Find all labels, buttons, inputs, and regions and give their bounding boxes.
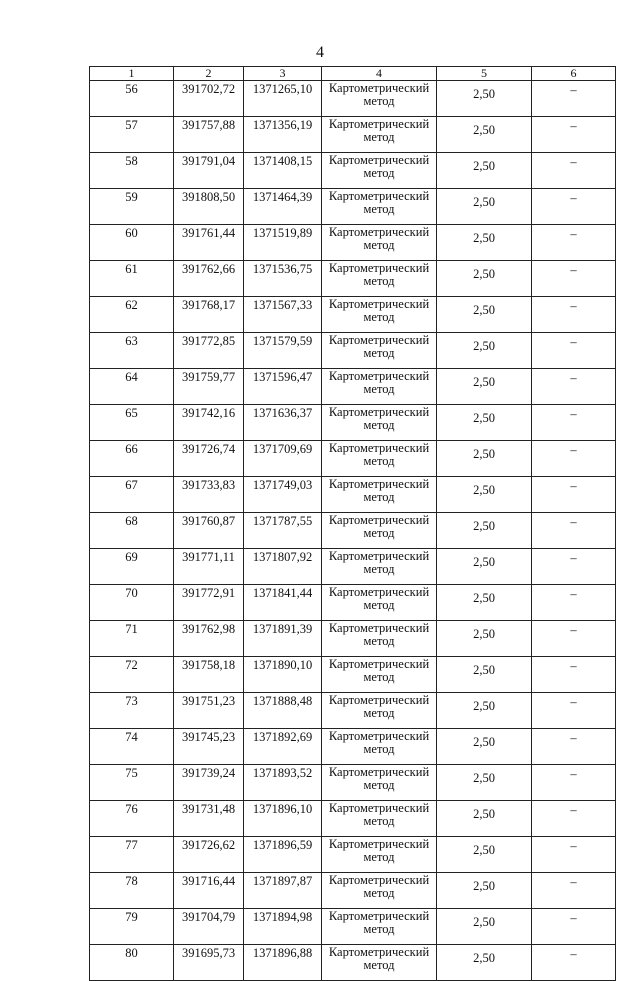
x-coordinate-cell: 391704,79 <box>174 909 244 945</box>
method-cell <box>322 693 437 729</box>
table-row <box>90 945 616 981</box>
note-cell: – <box>532 765 616 801</box>
accuracy-cell: 2,50 <box>437 657 532 693</box>
note-cell: – <box>532 225 616 261</box>
method-line-1: Картометрический <box>328 945 430 959</box>
x-coordinate-cell: 391742,16 <box>174 405 244 441</box>
page-number: 4 <box>316 44 324 61</box>
table-row <box>90 765 616 801</box>
point-number-cell: 78 <box>90 873 174 909</box>
method-line-1: Картометрический <box>328 405 430 419</box>
method-line-2: метод <box>363 130 395 144</box>
x-coordinate-cell: 391771,11 <box>174 549 244 585</box>
method-cell <box>322 261 437 297</box>
accuracy-cell: 2,50 <box>437 189 532 225</box>
note-cell: – <box>532 873 616 909</box>
y-coordinate-cell: 1371896,88 <box>244 945 322 981</box>
x-coordinate-cell: 391751,23 <box>174 693 244 729</box>
x-coordinate-cell: 391733,83 <box>174 477 244 513</box>
x-coordinate-cell: 391726,62 <box>174 837 244 873</box>
x-coordinate-cell: 391702,72 <box>174 81 244 117</box>
method-line-1: Картометрический <box>328 549 430 563</box>
method-line-2: метод <box>363 886 395 900</box>
method-line-1: Картометрический <box>328 333 430 347</box>
accuracy-cell: 2,50 <box>437 549 532 585</box>
note-cell: – <box>532 801 616 837</box>
x-coordinate-cell: 391791,04 <box>174 153 244 189</box>
header-cell: 6 <box>532 67 616 81</box>
x-coordinate-cell: 391739,24 <box>174 765 244 801</box>
point-number-cell: 75 <box>90 765 174 801</box>
method-cell <box>322 549 437 585</box>
point-number-cell: 59 <box>90 189 174 225</box>
y-coordinate-cell: 1371896,10 <box>244 801 322 837</box>
table-row <box>90 585 616 621</box>
x-coordinate-cell: 391757,88 <box>174 117 244 153</box>
point-number-cell: 62 <box>90 297 174 333</box>
table-header-row <box>90 67 616 81</box>
method-line-2: метод <box>363 238 395 252</box>
method-line-2: метод <box>363 670 395 684</box>
y-coordinate-cell: 1371356,19 <box>244 117 322 153</box>
point-number-cell: 61 <box>90 261 174 297</box>
point-number-cell: 66 <box>90 441 174 477</box>
method-cell <box>322 153 437 189</box>
x-coordinate-cell: 391772,91 <box>174 585 244 621</box>
y-coordinate-cell: 1371892,69 <box>244 729 322 765</box>
accuracy-cell: 2,50 <box>437 261 532 297</box>
method-line-1: Картометрический <box>328 225 430 239</box>
y-coordinate-cell: 1371888,48 <box>244 693 322 729</box>
note-cell: – <box>532 477 616 513</box>
method-cell <box>322 909 437 945</box>
method-line-1: Картометрический <box>328 297 430 311</box>
method-cell <box>322 837 437 873</box>
table-row <box>90 261 616 297</box>
method-cell <box>322 729 437 765</box>
accuracy-cell: 2,50 <box>437 81 532 117</box>
method-line-1: Картометрический <box>328 261 430 275</box>
method-cell <box>322 81 437 117</box>
method-cell <box>322 621 437 657</box>
method-cell <box>322 369 437 405</box>
accuracy-cell: 2,50 <box>437 117 532 153</box>
table-row <box>90 81 616 117</box>
note-cell: – <box>532 189 616 225</box>
method-cell <box>322 765 437 801</box>
accuracy-cell: 2,50 <box>437 369 532 405</box>
header-cell: 1 <box>90 67 174 81</box>
method-line-2: метод <box>363 742 395 756</box>
accuracy-cell: 2,50 <box>437 405 532 441</box>
accuracy-cell: 2,50 <box>437 621 532 657</box>
accuracy-cell: 2,50 <box>437 693 532 729</box>
method-line-1: Картометрический <box>328 189 430 203</box>
accuracy-cell: 2,50 <box>437 837 532 873</box>
header-cell: 2 <box>174 67 244 81</box>
accuracy-cell: 2,50 <box>437 153 532 189</box>
table-row <box>90 801 616 837</box>
point-number-cell: 76 <box>90 801 174 837</box>
table-row <box>90 117 616 153</box>
header-cell: 4 <box>322 67 437 81</box>
y-coordinate-cell: 1371596,47 <box>244 369 322 405</box>
x-coordinate-cell: 391726,74 <box>174 441 244 477</box>
table-row <box>90 729 616 765</box>
x-coordinate-cell: 391759,77 <box>174 369 244 405</box>
x-coordinate-cell: 391761,44 <box>174 225 244 261</box>
method-line-1: Картометрический <box>328 81 430 95</box>
note-cell: – <box>532 549 616 585</box>
header-cell: 5 <box>437 67 532 81</box>
method-line-1: Картометрический <box>328 909 430 923</box>
method-cell <box>322 405 437 441</box>
method-line-2: метод <box>363 778 395 792</box>
y-coordinate-cell: 1371787,55 <box>244 513 322 549</box>
method-line-1: Картометрический <box>328 765 430 779</box>
table-row <box>90 225 616 261</box>
accuracy-cell: 2,50 <box>437 945 532 981</box>
method-cell <box>322 513 437 549</box>
y-coordinate-cell: 1371807,92 <box>244 549 322 585</box>
method-line-2: метод <box>363 454 395 468</box>
table-row <box>90 873 616 909</box>
note-cell: – <box>532 729 616 765</box>
method-line-1: Картометрический <box>328 585 430 599</box>
method-line-2: метод <box>363 166 395 180</box>
table-row <box>90 837 616 873</box>
y-coordinate-cell: 1371894,98 <box>244 909 322 945</box>
x-coordinate-cell: 391808,50 <box>174 189 244 225</box>
table-row <box>90 153 616 189</box>
note-cell: – <box>532 657 616 693</box>
note-cell: – <box>532 621 616 657</box>
point-number-cell: 77 <box>90 837 174 873</box>
point-number-cell: 73 <box>90 693 174 729</box>
method-cell <box>322 189 437 225</box>
method-line-2: метод <box>363 274 395 288</box>
y-coordinate-cell: 1371536,75 <box>244 261 322 297</box>
table-row <box>90 441 616 477</box>
point-number-cell: 57 <box>90 117 174 153</box>
y-coordinate-cell: 1371579,59 <box>244 333 322 369</box>
method-cell <box>322 225 437 261</box>
note-cell: – <box>532 585 616 621</box>
table-row <box>90 657 616 693</box>
point-number-cell: 63 <box>90 333 174 369</box>
method-line-2: метод <box>363 814 395 828</box>
method-line-2: метод <box>363 202 395 216</box>
point-number-cell: 65 <box>90 405 174 441</box>
y-coordinate-cell: 1371749,03 <box>244 477 322 513</box>
accuracy-cell: 2,50 <box>437 909 532 945</box>
table-row <box>90 297 616 333</box>
method-line-1: Картометрический <box>328 513 430 527</box>
point-number-cell: 74 <box>90 729 174 765</box>
method-line-1: Картометрический <box>328 369 430 383</box>
x-coordinate-cell: 391768,17 <box>174 297 244 333</box>
x-coordinate-cell: 391772,85 <box>174 333 244 369</box>
point-number-cell: 79 <box>90 909 174 945</box>
point-number-cell: 69 <box>90 549 174 585</box>
table-row <box>90 909 616 945</box>
x-coordinate-cell: 391760,87 <box>174 513 244 549</box>
accuracy-cell: 2,50 <box>437 765 532 801</box>
table-row <box>90 333 616 369</box>
accuracy-cell: 2,50 <box>437 873 532 909</box>
method-line-2: метод <box>363 634 395 648</box>
point-number-cell: 71 <box>90 621 174 657</box>
point-number-cell: 68 <box>90 513 174 549</box>
method-cell <box>322 585 437 621</box>
y-coordinate-cell: 1371891,39 <box>244 621 322 657</box>
method-line-1: Картометрический <box>328 477 430 491</box>
method-cell <box>322 873 437 909</box>
x-coordinate-cell: 391762,98 <box>174 621 244 657</box>
method-line-2: метод <box>363 598 395 612</box>
y-coordinate-cell: 1371519,89 <box>244 225 322 261</box>
y-coordinate-cell: 1371890,10 <box>244 657 322 693</box>
y-coordinate-cell: 1371265,10 <box>244 81 322 117</box>
method-cell <box>322 297 437 333</box>
x-coordinate-cell: 391745,23 <box>174 729 244 765</box>
coordinates-table <box>89 66 616 981</box>
method-cell <box>322 801 437 837</box>
method-line-1: Картометрический <box>328 657 430 671</box>
x-coordinate-cell: 391731,48 <box>174 801 244 837</box>
accuracy-cell: 2,50 <box>437 585 532 621</box>
x-coordinate-cell: 391695,73 <box>174 945 244 981</box>
point-number-cell: 64 <box>90 369 174 405</box>
method-line-1: Картометрический <box>328 801 430 815</box>
table-row <box>90 549 616 585</box>
method-line-2: метод <box>363 94 395 108</box>
method-line-2: метод <box>363 958 395 972</box>
accuracy-cell: 2,50 <box>437 297 532 333</box>
accuracy-cell: 2,50 <box>437 225 532 261</box>
method-cell <box>322 477 437 513</box>
y-coordinate-cell: 1371709,69 <box>244 441 322 477</box>
method-cell <box>322 333 437 369</box>
method-cell <box>322 657 437 693</box>
method-line-2: метод <box>363 382 395 396</box>
y-coordinate-cell: 1371408,15 <box>244 153 322 189</box>
note-cell: – <box>532 297 616 333</box>
y-coordinate-cell: 1371841,44 <box>244 585 322 621</box>
method-line-2: метод <box>363 706 395 720</box>
method-cell <box>322 117 437 153</box>
point-number-cell: 58 <box>90 153 174 189</box>
header-cell: 3 <box>244 67 322 81</box>
method-line-2: метод <box>363 922 395 936</box>
method-line-1: Картометрический <box>328 873 430 887</box>
table-row <box>90 369 616 405</box>
note-cell: – <box>532 81 616 117</box>
note-cell: – <box>532 333 616 369</box>
method-line-1: Картометрический <box>328 621 430 635</box>
method-line-2: метод <box>363 850 395 864</box>
note-cell: – <box>532 153 616 189</box>
method-line-1: Картометрический <box>328 441 430 455</box>
method-line-2: метод <box>363 310 395 324</box>
accuracy-cell: 2,50 <box>437 477 532 513</box>
point-number-cell: 72 <box>90 657 174 693</box>
y-coordinate-cell: 1371636,37 <box>244 405 322 441</box>
method-line-1: Картометрический <box>328 729 430 743</box>
note-cell: – <box>532 261 616 297</box>
method-line-2: метод <box>363 418 395 432</box>
table-row <box>90 405 616 441</box>
method-line-1: Картометрический <box>328 693 430 707</box>
y-coordinate-cell: 1371897,87 <box>244 873 322 909</box>
y-coordinate-cell: 1371896,59 <box>244 837 322 873</box>
table-row <box>90 513 616 549</box>
method-line-2: метод <box>363 526 395 540</box>
note-cell: – <box>532 405 616 441</box>
point-number-cell: 60 <box>90 225 174 261</box>
x-coordinate-cell: 391762,66 <box>174 261 244 297</box>
note-cell: – <box>532 837 616 873</box>
x-coordinate-cell: 391716,44 <box>174 873 244 909</box>
method-cell <box>322 441 437 477</box>
note-cell: – <box>532 945 616 981</box>
note-cell: – <box>532 441 616 477</box>
accuracy-cell: 2,50 <box>437 441 532 477</box>
y-coordinate-cell: 1371567,33 <box>244 297 322 333</box>
point-number-cell: 70 <box>90 585 174 621</box>
accuracy-cell: 2,50 <box>437 333 532 369</box>
method-line-1: Картометрический <box>328 837 430 851</box>
point-number-cell: 56 <box>90 81 174 117</box>
note-cell: – <box>532 369 616 405</box>
accuracy-cell: 2,50 <box>437 729 532 765</box>
table-row <box>90 477 616 513</box>
table-row <box>90 693 616 729</box>
y-coordinate-cell: 1371464,39 <box>244 189 322 225</box>
method-cell <box>322 945 437 981</box>
note-cell: – <box>532 909 616 945</box>
accuracy-cell: 2,50 <box>437 513 532 549</box>
accuracy-cell: 2,50 <box>437 801 532 837</box>
point-number-cell: 80 <box>90 945 174 981</box>
note-cell: – <box>532 513 616 549</box>
note-cell: – <box>532 117 616 153</box>
x-coordinate-cell: 391758,18 <box>174 657 244 693</box>
method-line-2: метод <box>363 490 395 504</box>
point-number-cell: 67 <box>90 477 174 513</box>
table-row <box>90 189 616 225</box>
method-line-2: метод <box>363 346 395 360</box>
y-coordinate-cell: 1371893,52 <box>244 765 322 801</box>
method-line-1: Картометрический <box>328 117 430 131</box>
note-cell: – <box>532 693 616 729</box>
table-row <box>90 621 616 657</box>
method-line-2: метод <box>363 562 395 576</box>
method-line-1: Картометрический <box>328 153 430 167</box>
